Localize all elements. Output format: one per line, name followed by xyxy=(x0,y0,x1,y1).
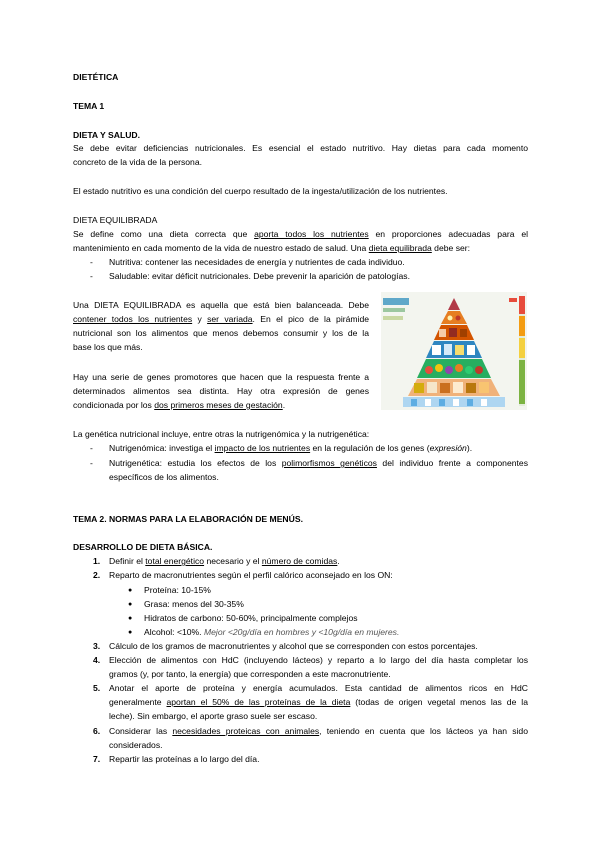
step-5: Anotar el aporte de proteína y energía acumulados. Esta cantidad de alimentos ricos en HdC xyxy=(109,683,528,693)
paragraph-line: condicionada por los dos primeros meses de gestación. xyxy=(73,400,286,410)
paragraph-line: contener todos los nutrientes y ser variada. En el pico de la pirámide xyxy=(73,314,370,324)
list-number: 2. xyxy=(93,570,101,580)
paragraph-line: Se define como una dieta correcta que aporta todos los nutrientes en proporciones adecuadas para el xyxy=(73,229,529,239)
step-4-continuation: gramos (y, por tanto, la energía) que corresponden a este macronutriente. xyxy=(109,669,391,679)
step-4: Elección de alimentos con HdC (incluyendo lácteos) y reparto a lo largo del día hasta completar los xyxy=(109,655,528,665)
bullet: ● xyxy=(128,601,133,608)
estado-nutritivo-paragraph: El estado nutritivo es una condición del cuerpo resultado de la ingesta/utilización de los nutrientes. xyxy=(73,186,448,196)
bullet: ● xyxy=(128,615,133,622)
list-dash: - xyxy=(90,271,93,281)
step-6-continuation: considerados. xyxy=(109,740,163,750)
food-pyramid-image xyxy=(381,292,527,410)
list-dash: - xyxy=(90,443,93,453)
paragraph-line: base los que más. xyxy=(73,342,143,352)
dieta-salud-heading: DIETA Y SALUD. xyxy=(73,130,141,140)
list-dash: - xyxy=(90,458,93,468)
list-number: 6. xyxy=(93,726,101,736)
list-item: Nutritiva: contener las necesidades de energía y nutrientes de cada individuo. xyxy=(109,257,405,267)
list-number: 1. xyxy=(93,556,101,566)
macro-item: Hidratos de carbono: 50-60%, principalmente complejos xyxy=(144,613,358,623)
step-7: Repartir las proteínas a lo largo del día. xyxy=(109,754,260,764)
list-number: 7. xyxy=(93,754,101,764)
list-item-nutrigenomica: Nutrigenómica: investiga el impacto de los nutrientes en la regulación de los genes (expresión). xyxy=(109,443,473,453)
paragraph-line: Hay una serie de genes promotores que hacen que la respuesta frente a xyxy=(73,372,369,382)
bullet: ● xyxy=(128,587,133,594)
list-item: Saludable: evitar déficit nutricionales. Debe prevenir la aparición de patologías. xyxy=(109,271,410,281)
macro-item-alcohol: Alcohol: <10%. Mejor <20g/día en hombres y <10g/día en mujeres. xyxy=(144,627,400,637)
paragraph-line: determinados alimentos sea distinta. Hay otra expresión de genes xyxy=(73,386,369,396)
paragraph-line: concreto de la vida de la persona. xyxy=(73,157,202,167)
step-2: Reparto de macronutrientes según el perfil calórico aconsejado en los ON: xyxy=(109,570,393,580)
list-number: 5. xyxy=(93,683,101,693)
desarrollo-heading: DESARROLLO DE DIETA BÁSICA. xyxy=(73,542,213,552)
tema1-heading: TEMA 1 xyxy=(73,101,105,111)
dieta-equilibrada-heading: DIETA EQUILIBRADA xyxy=(73,215,158,225)
list-number: 3. xyxy=(93,641,101,651)
list-item-continuation: específicos de los alimentos. xyxy=(109,472,219,482)
tema2-heading: TEMA 2. NORMAS PARA LA ELABORACIÓN DE MENÚS. xyxy=(73,514,303,524)
paragraph-line: Se debe evitar deficiencias nutricionales. Es esencial el estado nutritivo. Hay dietas para cada momento xyxy=(73,143,528,153)
paragraph-line: nutricional son los alimentos que menos debemos consumir y los de la xyxy=(73,328,369,338)
paragraph-line: Una DIETA EQUILIBRADA es aquella que está bien balanceada. Debe xyxy=(73,300,369,310)
macro-item: Grasa: menos del 30-35% xyxy=(144,599,244,609)
list-item-nutrigenetica: Nutrigenética: estudia los efectos de los polimorfismos genéticos del individuo frente a componentes xyxy=(109,458,528,468)
list-number: 4. xyxy=(93,655,101,665)
bullet: ● xyxy=(128,629,133,636)
genetica-intro: La genética nutricional incluye, entre otras la nutrigenómica y la nutrigenética: xyxy=(73,429,370,439)
macro-item: Proteína: 10-15% xyxy=(144,585,211,595)
step-1: Definir el total energético necesario y el número de comidas. xyxy=(109,556,340,566)
step-3: Cálculo de los gramos de macronutrientes y alcohol que se corresponden con estos porcentajes. xyxy=(109,641,478,651)
step-5-continuation: generalmente aportan el 50% de las proteínas de la dieta (todas de origen vegetal menos las de la xyxy=(109,697,528,707)
document-title: DIETÉTICA xyxy=(73,72,119,82)
paragraph-line: mantenimiento en cada momento de la vida de nuestro estado de salud. Una dieta equilibrada debe ser: xyxy=(73,243,471,253)
step-6: Considerar las necesidades proteicas con animales, teniendo en cuenta que los lácteos ya han sido xyxy=(109,726,528,736)
list-dash: - xyxy=(90,257,93,267)
step-5-continuation: leche). Sin embargo, el aporte graso suele ser escaso. xyxy=(109,711,318,721)
